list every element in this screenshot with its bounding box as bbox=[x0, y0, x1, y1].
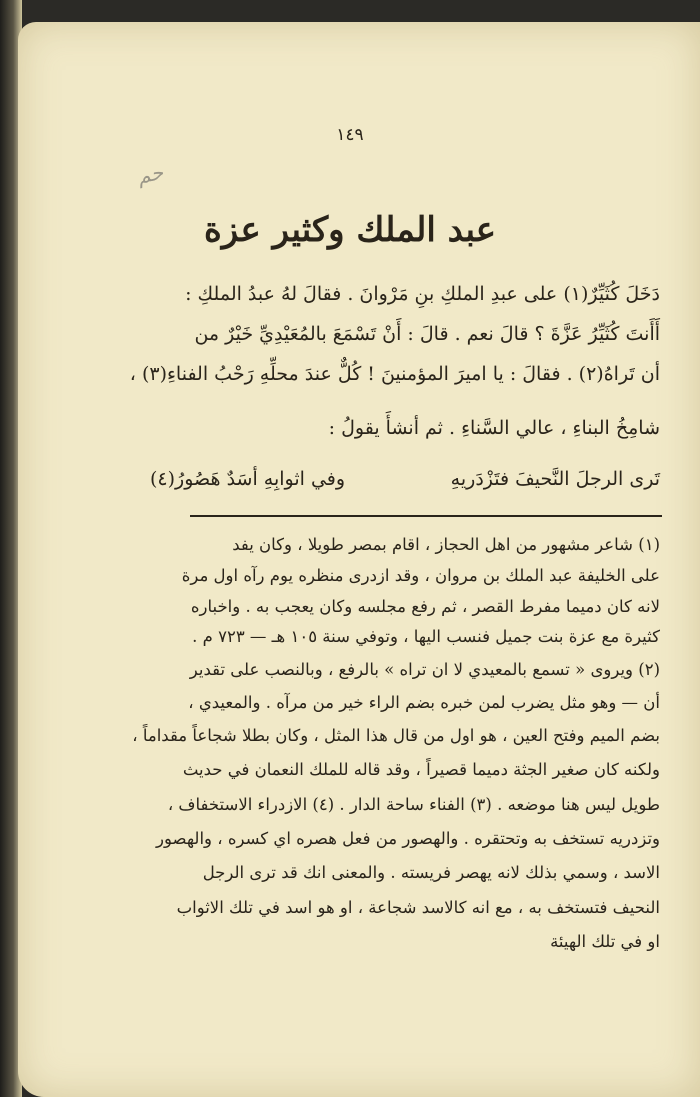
body-line: أن تَراهُ(٢) . فقالَ : يا اميرَ المؤمنينَ ! كُلٌّ عندَ محلِّهِ رَحْبُ الفناءِ(٣) ، bbox=[129, 363, 660, 385]
body-line: شامِخُ البناءِ ، عالي السَّناءِ . ثم أنشأَ يقولُ : bbox=[328, 417, 660, 439]
footnote-line: بضم الميم وفتح العين ، هو اول من قال هذا المثل ، وكان بطلا شجاعاً مقداماً ، bbox=[132, 726, 660, 745]
footnote-line: (٢) ويروى « تسمع بالمعيدي لا ان تراه » بالرفع ، وبالنصب على تقدير bbox=[189, 660, 660, 679]
footnote-line: او في تلك الهيئة bbox=[550, 932, 660, 951]
footnote-line: ولكنه كان صغير الجثة دميما قصيراً ، وقد قاله للملك النعمان في حديث bbox=[182, 760, 660, 779]
verse-first-hemistich: تَرى الرجلَ النَّحيفَ فتَزْدَريهِ bbox=[450, 468, 660, 490]
footnote-line: لانه كان دميما مفرط القصر ، ثم رفع مجلسه وكان يعجب به . واخباره bbox=[190, 597, 660, 616]
page-number: ١٤٩ bbox=[336, 125, 364, 145]
verse-second-hemistich: وفي اثوابِهِ أسَدٌ هَصُورُ(٤) bbox=[150, 468, 346, 490]
page-title: عبد الملك وكثير عزة bbox=[203, 210, 497, 250]
footnote-line: طويل ليس هنا موضعه . (٣) الفناء ساحة الدار . (٤) الازدراء الاستخفاف ، bbox=[167, 795, 660, 814]
footnote-line: الاسد ، وسمي بذلك لانه يهصر فريسته . والمعنى انك قد ترى الرجل bbox=[202, 863, 660, 882]
body-line: أَأَنتَ كُثَيِّرُ عَزَّةَ ؟ قالَ نعم . قالَ : أَنْ تَسْمَعَ بالمُعَيْدِيِّ خَيْرٌ من bbox=[194, 323, 660, 345]
footnote-line: كثيرة مع عزة بنت جميل فنسب اليها ، وتوفي سنة ١٠٥ هـ — ٧٢٣ م . bbox=[192, 627, 660, 646]
handwritten-mark: حم bbox=[135, 159, 166, 189]
footnote-line: وتزدريه تستخف به وتحتقره . والهصور من فعل هصره اي كسره ، والهصور bbox=[156, 829, 660, 848]
footnote-line: أن — وهو مثل يضرب لمن خبره بضم الراء خير من مرآه . والمعيدي ، bbox=[188, 693, 660, 712]
footnote-divider bbox=[190, 515, 662, 517]
footnote-line: على الخليفة عبد الملك بن مروان ، وقد ازدرى منظره يوم رآه اول مرة bbox=[181, 566, 660, 585]
body-line: دَخَلَ كُثَيِّرٌ(١) على عبدِ الملكِ بنِ مَرْوانَ . فقالَ لهُ عبدُ الملكِ : bbox=[185, 283, 660, 305]
footnote-line: النحيف فتستخف به ، مع انه كالاسد شجاعة ، او هو اسد في تلك الاثواب bbox=[176, 898, 660, 917]
footnote-line: (١) شاعر مشهور من اهل الحجاز ، اقام بمصر طويلا ، وكان يفد bbox=[232, 535, 660, 554]
